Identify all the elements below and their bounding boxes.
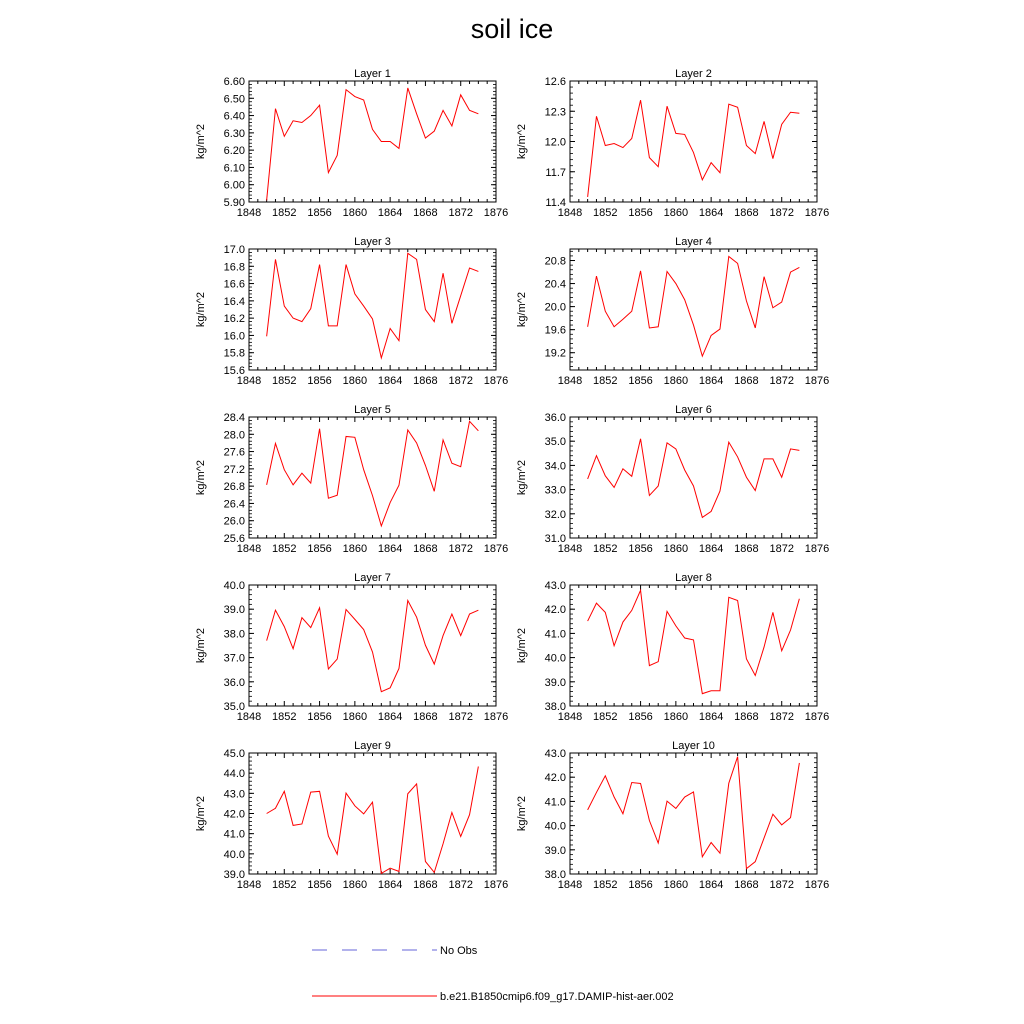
y-axis-label: kg/m^2 — [516, 795, 528, 832]
y-tick-label: 44.0 — [223, 768, 245, 781]
y-axis-label: kg/m^2 — [516, 123, 528, 160]
x-tick-label: 1852 — [272, 375, 297, 387]
plot-frame — [249, 753, 496, 874]
y-tick-label: 27.2 — [223, 463, 245, 476]
panel-title: Layer 9 — [354, 740, 391, 752]
x-tick-label: 1864 — [698, 543, 724, 555]
y-tick-label: 35.0 — [223, 701, 245, 713]
y-tick-label: 25.6 — [223, 533, 245, 545]
y-tick-label: 31.0 — [544, 533, 566, 545]
x-tick-label: 1864 — [698, 207, 724, 219]
y-tick-label: 33.0 — [544, 484, 566, 497]
x-tick-label: 1856 — [628, 543, 653, 555]
chart-panel-3 — [195, 236, 508, 387]
x-tick-label: 1872 — [448, 375, 473, 387]
x-tick-label: 1868 — [413, 879, 438, 891]
chart-panel-1 — [195, 68, 508, 219]
x-tick-label: 1864 — [377, 543, 403, 555]
y-tick-label: 38.0 — [544, 701, 566, 713]
plot-frame — [249, 81, 496, 202]
chart-panel-9 — [195, 740, 508, 891]
panel-title: Layer 8 — [675, 572, 712, 584]
x-tick-label: 1868 — [734, 543, 759, 555]
y-tick-label: 6.60 — [223, 76, 245, 88]
y-tick-label: 43.0 — [223, 788, 245, 801]
y-axis-label: kg/m^2 — [516, 291, 528, 328]
chart-panel-6 — [516, 404, 829, 555]
legend-label-2: b.e21.B1850cmip6.f09_g17.DAMIP-hist-aer.002 — [440, 991, 674, 1003]
y-tick-label: 6.00 — [223, 179, 245, 192]
x-tick-label: 1856 — [628, 711, 653, 723]
y-axis-label: kg/m^2 — [195, 459, 207, 496]
y-tick-label: 16.4 — [223, 295, 245, 308]
y-tick-label: 16.2 — [223, 313, 245, 326]
x-tick-label: 1876 — [804, 207, 830, 219]
y-tick-label: 19.2 — [544, 347, 566, 360]
y-tick-label: 41.0 — [544, 796, 566, 809]
y-tick-label: 36.0 — [544, 412, 566, 424]
x-tick-label: 1876 — [483, 375, 509, 387]
x-tick-label: 1860 — [342, 543, 368, 555]
y-tick-label: 28.4 — [223, 412, 245, 424]
series-line — [588, 100, 800, 197]
x-tick-label: 1872 — [448, 543, 473, 555]
series-line — [588, 256, 800, 356]
x-tick-label: 1852 — [593, 375, 618, 387]
x-tick-label: 1852 — [272, 711, 297, 723]
y-tick-label: 20.4 — [544, 278, 566, 291]
series-line — [267, 600, 479, 691]
y-tick-label: 42.0 — [223, 808, 245, 821]
x-tick-label: 1860 — [342, 879, 368, 891]
y-tick-label: 27.6 — [223, 446, 245, 459]
y-tick-label: 26.4 — [223, 498, 245, 511]
y-tick-label: 39.0 — [223, 604, 245, 617]
x-tick-label: 1864 — [698, 375, 724, 387]
y-tick-label: 39.0 — [544, 676, 566, 689]
x-tick-label: 1864 — [377, 879, 403, 891]
y-tick-label: 11.4 — [545, 197, 566, 209]
plot-frame — [249, 249, 496, 370]
x-tick-label: 1864 — [377, 375, 403, 387]
plot-frame — [570, 249, 817, 370]
y-tick-label: 34.0 — [544, 460, 566, 473]
x-tick-label: 1860 — [663, 543, 689, 555]
page-title: soil ice — [470, 14, 554, 44]
x-tick-label: 1856 — [307, 879, 332, 891]
x-tick-label: 1876 — [804, 375, 830, 387]
series-line — [588, 439, 800, 518]
panel-title: Layer 4 — [675, 236, 712, 248]
panel-title: Layer 10 — [672, 740, 715, 752]
x-tick-label: 1872 — [769, 879, 794, 891]
x-tick-label: 1872 — [769, 207, 794, 219]
x-tick-label: 1864 — [698, 711, 724, 723]
y-tick-label: 43.0 — [544, 748, 566, 760]
x-tick-label: 1856 — [307, 543, 332, 555]
y-tick-label: 16.6 — [223, 278, 245, 291]
x-tick-label: 1876 — [804, 879, 830, 891]
y-tick-label: 35.0 — [544, 436, 566, 449]
series-line — [267, 88, 479, 200]
x-tick-label: 1856 — [307, 711, 332, 723]
x-tick-label: 1848 — [557, 879, 583, 891]
x-tick-label: 1852 — [272, 543, 297, 555]
x-tick-label: 1868 — [413, 711, 438, 723]
x-tick-label: 1848 — [557, 207, 583, 219]
y-tick-label: 32.0 — [544, 508, 566, 521]
y-tick-label: 43.0 — [544, 580, 566, 592]
y-tick-label: 36.0 — [223, 676, 245, 689]
x-tick-label: 1864 — [377, 711, 403, 723]
y-tick-label: 26.8 — [223, 481, 245, 494]
y-tick-label: 40.0 — [544, 820, 566, 833]
x-tick-label: 1868 — [734, 711, 759, 723]
x-tick-label: 1876 — [804, 543, 830, 555]
y-tick-label: 6.40 — [223, 110, 245, 123]
x-tick-label: 1852 — [593, 879, 618, 891]
x-tick-label: 1876 — [483, 711, 509, 723]
x-tick-label: 1856 — [628, 375, 653, 387]
chart-panel-5 — [195, 404, 508, 555]
y-tick-label: 15.8 — [223, 347, 245, 360]
chart-panel-2 — [516, 68, 829, 219]
x-tick-label: 1860 — [342, 207, 368, 219]
y-tick-label: 28.0 — [223, 429, 245, 442]
x-tick-label: 1856 — [307, 207, 332, 219]
y-tick-label: 12.6 — [544, 76, 566, 88]
panel-title: Layer 7 — [354, 572, 391, 584]
y-tick-label: 5.90 — [223, 197, 245, 209]
y-tick-label: 42.0 — [544, 604, 566, 617]
x-tick-label: 1856 — [628, 207, 653, 219]
y-tick-label: 6.50 — [223, 93, 245, 106]
x-tick-label: 1852 — [593, 543, 618, 555]
y-axis-label: kg/m^2 — [195, 291, 207, 328]
plot-frame — [249, 585, 496, 706]
plot-frame — [570, 585, 817, 706]
y-axis-label: kg/m^2 — [195, 795, 207, 832]
x-tick-label: 1868 — [413, 207, 438, 219]
y-tick-label: 39.0 — [544, 844, 566, 857]
y-tick-label: 19.6 — [544, 324, 566, 337]
x-tick-label: 1848 — [236, 543, 262, 555]
y-tick-label: 39.0 — [223, 869, 245, 881]
x-tick-label: 1868 — [413, 543, 438, 555]
x-tick-label: 1860 — [663, 375, 689, 387]
y-tick-label: 38.0 — [544, 869, 566, 881]
panel-title: Layer 1 — [354, 68, 391, 80]
y-tick-label: 20.8 — [544, 255, 566, 268]
x-tick-label: 1864 — [698, 879, 724, 891]
x-tick-label: 1848 — [236, 375, 262, 387]
x-tick-label: 1860 — [663, 879, 689, 891]
y-tick-label: 16.0 — [223, 330, 245, 343]
y-tick-label: 12.0 — [544, 136, 566, 149]
x-tick-label: 1868 — [734, 375, 759, 387]
x-tick-label: 1872 — [769, 543, 794, 555]
x-tick-label: 1852 — [272, 207, 297, 219]
y-axis-label: kg/m^2 — [195, 627, 207, 664]
panel-title: Layer 6 — [675, 404, 712, 416]
y-tick-label: 12.3 — [544, 106, 566, 119]
x-tick-label: 1848 — [557, 375, 583, 387]
y-tick-label: 38.0 — [223, 628, 245, 641]
panel-title: Layer 2 — [675, 68, 712, 80]
x-tick-label: 1852 — [593, 207, 618, 219]
plot-frame — [570, 81, 817, 202]
y-tick-label: 11.7 — [545, 166, 566, 179]
y-tick-label: 42.0 — [544, 772, 566, 785]
x-tick-label: 1872 — [769, 375, 794, 387]
x-tick-label: 1848 — [236, 879, 262, 891]
y-tick-label: 40.0 — [544, 652, 566, 665]
x-tick-label: 1852 — [272, 879, 297, 891]
y-tick-label: 6.20 — [223, 145, 245, 158]
y-tick-label: 40.0 — [223, 580, 245, 592]
x-tick-label: 1848 — [557, 543, 583, 555]
plot-frame — [570, 753, 817, 874]
y-tick-label: 41.0 — [223, 828, 245, 841]
y-tick-label: 15.6 — [223, 365, 245, 377]
x-tick-label: 1848 — [236, 207, 262, 219]
x-tick-label: 1856 — [628, 879, 653, 891]
y-tick-label: 26.0 — [223, 515, 245, 528]
y-tick-label: 41.0 — [544, 628, 566, 641]
series-line — [588, 757, 800, 869]
y-tick-label: 37.0 — [223, 652, 245, 665]
x-tick-label: 1848 — [236, 711, 262, 723]
x-tick-label: 1860 — [663, 207, 689, 219]
x-tick-label: 1860 — [342, 375, 368, 387]
y-axis-label: kg/m^2 — [516, 627, 528, 664]
series-line — [267, 421, 479, 526]
x-tick-label: 1872 — [448, 207, 473, 219]
chart-panel-7 — [195, 572, 508, 723]
panel-title: Layer 5 — [354, 404, 391, 416]
legend-label-1: No Obs — [440, 945, 478, 957]
chart-panel-8 — [516, 572, 829, 723]
x-tick-label: 1852 — [593, 711, 618, 723]
x-tick-label: 1876 — [483, 879, 509, 891]
y-tick-label: 16.8 — [223, 261, 245, 274]
chart-panel-10 — [516, 740, 829, 891]
x-tick-label: 1848 — [557, 711, 583, 723]
x-tick-label: 1872 — [448, 711, 473, 723]
x-tick-label: 1856 — [307, 375, 332, 387]
x-tick-label: 1872 — [769, 711, 794, 723]
chart-panel-4 — [516, 236, 829, 387]
x-tick-label: 1864 — [377, 207, 403, 219]
series-line — [267, 253, 479, 358]
y-axis-label: kg/m^2 — [195, 123, 207, 160]
x-tick-label: 1868 — [413, 375, 438, 387]
x-tick-label: 1876 — [804, 711, 830, 723]
y-tick-label: 45.0 — [223, 748, 245, 760]
x-tick-label: 1868 — [734, 879, 759, 891]
x-tick-label: 1876 — [483, 543, 509, 555]
series-line — [588, 590, 800, 693]
x-tick-label: 1860 — [342, 711, 368, 723]
panel-title: Layer 3 — [354, 236, 391, 248]
y-tick-label: 6.30 — [223, 127, 245, 140]
x-tick-label: 1860 — [663, 711, 689, 723]
y-axis-label: kg/m^2 — [516, 459, 528, 496]
y-tick-label: 17.0 — [223, 244, 245, 256]
x-tick-label: 1872 — [448, 879, 473, 891]
x-tick-label: 1868 — [734, 207, 759, 219]
y-tick-label: 20.0 — [544, 301, 566, 314]
y-tick-label: 40.0 — [223, 848, 245, 861]
series-line — [267, 767, 479, 874]
legend — [312, 945, 674, 1003]
x-tick-label: 1876 — [483, 207, 509, 219]
y-tick-label: 6.10 — [223, 162, 245, 175]
plot-frame — [249, 417, 496, 538]
